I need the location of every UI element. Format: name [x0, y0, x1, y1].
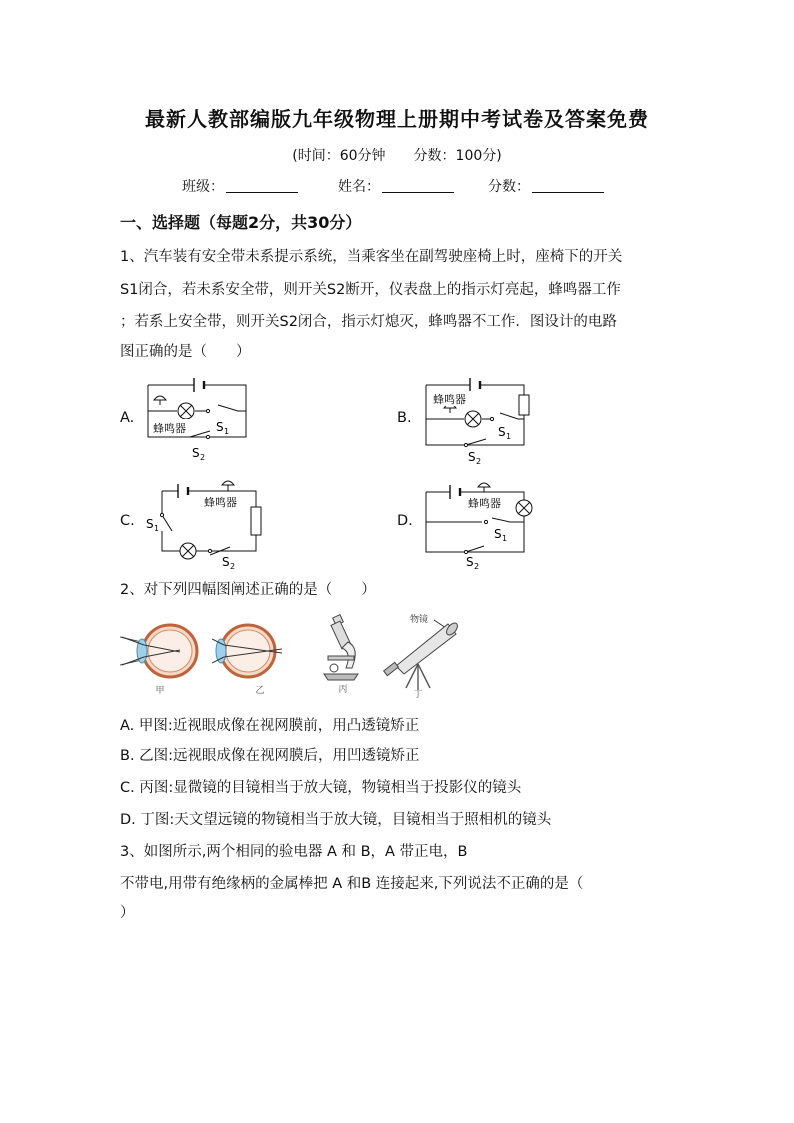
buzzer-label: 蜂鸣器: [468, 497, 501, 510]
fig-label-bing: 丙: [338, 685, 348, 695]
fig-label-yi: 乙: [255, 686, 265, 696]
q2-option-b: B. 乙图:远视眼成像在视网膜后，用凹透镜矫正: [120, 748, 420, 764]
s2-label: S: [192, 446, 200, 460]
q1-line: ；若系上安全带，则开关S2闭合，指示灯熄灭，蜂鸣器不工作．图设计的电路: [120, 314, 617, 330]
s1-label: S: [146, 517, 154, 531]
q2-option-c: C. 丙图:显微镜的目镜相当于放大镜，物镜相当于投影仪的镜头: [120, 780, 522, 796]
s2-label: S: [468, 450, 476, 464]
score-label: 分数：: [488, 179, 530, 195]
q3-line: ）: [120, 905, 135, 921]
q3-line: 3、如图所示,两个相同的验电器 A 和 B，A 带正电，B: [120, 844, 468, 860]
circuit-b-diagram: [420, 373, 535, 465]
score-blank: [532, 178, 604, 193]
s2-label: S: [466, 555, 474, 569]
q2-stem: 2、对下列四幅图阐述正确的是（ ）: [120, 582, 376, 598]
telescope-diagram: [376, 608, 466, 698]
s2-subscript: 2: [476, 457, 482, 465]
page-title: 最新人教部编版九年级物理上册期中考试卷及答案免费: [145, 107, 649, 131]
section-heading: 一、选择题（每题2分，共30分）: [120, 213, 362, 232]
q1-line: 1、汽车装有安全带未系提示系统，当乘客坐在副驾驶座椅上时，座椅下的开关: [120, 249, 623, 265]
name-label: 姓名：: [338, 179, 380, 195]
circuit-a-diagram: [140, 375, 255, 465]
class-label: 班级：: [182, 179, 224, 195]
q1-line: 图正确的是（ ）: [120, 344, 251, 360]
class-field: [182, 176, 298, 196]
option-b-label: B.: [397, 410, 412, 426]
s1-subscript: 1: [154, 524, 160, 533]
fig-label-ding: 丁: [413, 690, 423, 698]
q2-option-a: A. 甲图:近视眼成像在视网膜前，用凸透镜矫正: [120, 718, 420, 734]
s1-subscript: 1: [224, 427, 230, 436]
score-field: [488, 176, 604, 196]
s2-label: S: [222, 555, 230, 569]
s1-label: S: [498, 425, 506, 439]
option-a-label: A.: [120, 410, 135, 426]
s1-subscript: 1: [506, 432, 512, 441]
s1-label: S: [216, 420, 224, 434]
buzzer-label: 蜂鸣器: [204, 496, 237, 509]
option-c-label: C.: [120, 513, 135, 529]
eye-diagram-yi: [212, 615, 292, 697]
circuit-c-diagram: [140, 475, 265, 570]
exam-info: (时间：60分钟 分数：100分): [292, 148, 502, 164]
name-blank: [382, 178, 454, 193]
buzzer-label: 蜂鸣器: [433, 393, 466, 406]
circuit-d-diagram: [420, 478, 540, 570]
name-field: [338, 176, 454, 196]
option-d-label: D.: [397, 513, 413, 529]
q2-option-d: D. 丁图:天文望远镜的物镜相当于放大镜，目镜相当于照相机的镜头: [120, 812, 552, 828]
microscope-diagram: [318, 612, 368, 697]
eye-diagram-jia: [120, 615, 200, 697]
s1-subscript: 1: [502, 534, 508, 543]
objective-lens-label: 物镜: [410, 615, 429, 625]
buzzer-label: 蜂鸣器: [153, 422, 186, 435]
s2-subscript: 2: [230, 562, 236, 570]
q1-line: S1闭合，若未系安全带，则开关S2断开，仪表盘上的指示灯亮起，蜂鸣器工作: [120, 282, 621, 298]
q3-line: 不带电,用带有绝缘柄的金属棒把 A 和B 连接起来,下列说法不正确的是（: [120, 876, 584, 892]
fig-label-jia: 甲: [155, 686, 165, 696]
s1-label: S: [494, 527, 502, 541]
s2-subscript: 2: [200, 453, 206, 462]
class-blank: [226, 178, 298, 193]
s2-subscript: 2: [474, 562, 480, 570]
